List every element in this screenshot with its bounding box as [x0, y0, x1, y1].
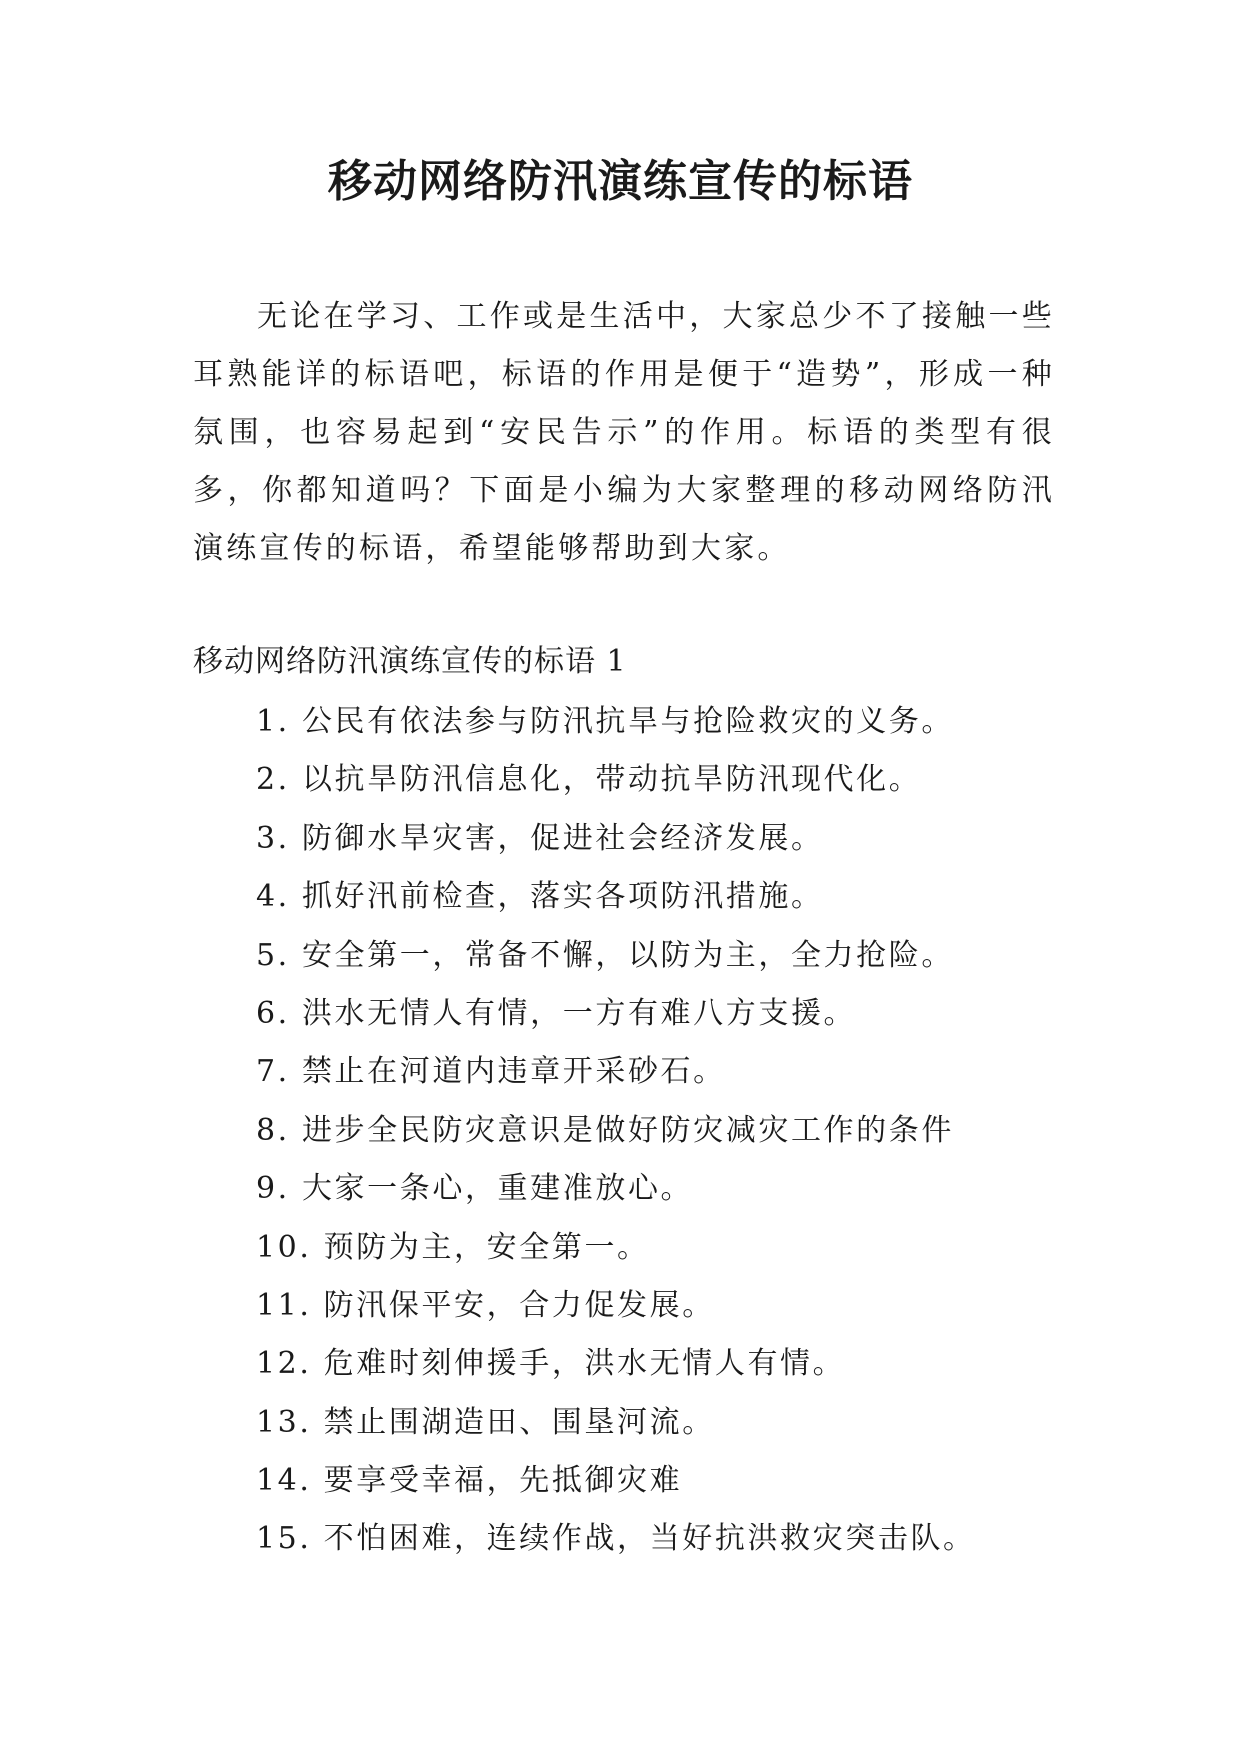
slogan-item: 7. 禁止在河道内违章开采砂石。 — [256, 1054, 726, 1090]
slogan-item: 12. 危难时刻伸援手，洪水无情人有情。 — [256, 1346, 846, 1382]
slogan-item: 10. 预防为主，安全第一。 — [256, 1229, 650, 1265]
document-title: 移动网络防汛演练宣传的标语 — [328, 156, 913, 207]
slogan-list — [256, 700, 976, 1576]
slogan-item: 8. 进步全民防灾意识是做好防灾减灾工作的条件 — [256, 1112, 954, 1148]
slogan-item: 3. 防御水旱灾害，促进社会经济发展。 — [256, 820, 824, 856]
slogan-item: 6. 洪水无情人有情，一方有难八方支援。 — [256, 995, 857, 1031]
slogan-item: 1. 公民有依法参与防汛抗旱与抢险救灾的义务。 — [256, 704, 954, 739]
section-heading: 移动网络防汛演练宣传的标语 1 — [193, 644, 627, 679]
slogan-item: 13. 禁止围湖造田、围垦河流。 — [256, 1404, 715, 1440]
intro-paragraph: 无论在学习、工作或是生活中，大家总少不了接触一些耳熟能详的标语吧，标语的作用是便于“造势”，形成一种氛围，也容易起到“安民告示”的作用。标语的类型有很多，你都知道吗？下面是小编为大家整理的移动网络防汛演练宣传的标语，希望能够帮助到大家。 — [193, 299, 1055, 566]
slogan-item: 5. 安全第一，常备不懈，以防为主，全力抢险。 — [256, 937, 954, 973]
slogan-item: 14. 要享受幸福，先抵御灾难 — [256, 1463, 683, 1499]
slogan-item: 4. 抓好汛前检查，落实各项防汛措施。 — [256, 879, 824, 915]
slogan-item: 2. 以抗旱防汛信息化，带动抗旱防汛现代化。 — [256, 762, 922, 798]
slogan-item: 15. 不怕困难，连续作战，当好抗洪救灾突击队。 — [256, 1521, 976, 1557]
slogan-item: 9. 大家一条心，重建准放心。 — [256, 1171, 694, 1207]
slogan-item: 11. 防汛保平安，合力促发展。 — [256, 1287, 715, 1323]
